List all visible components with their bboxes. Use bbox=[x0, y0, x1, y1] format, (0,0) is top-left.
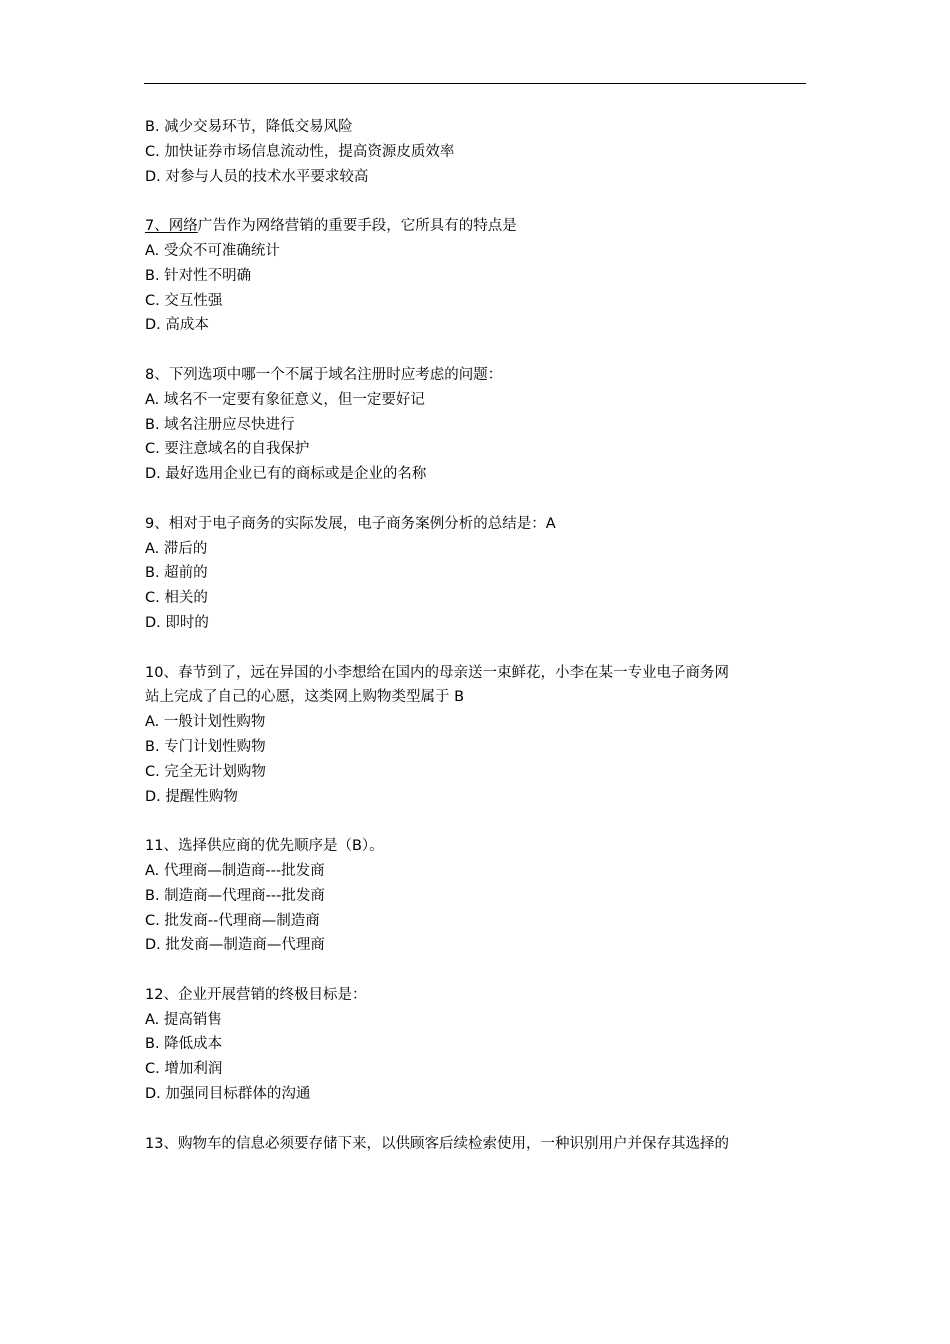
text-line bbox=[145, 313, 810, 338]
text-line bbox=[145, 561, 810, 586]
paragraph-gap bbox=[145, 338, 810, 363]
text-line bbox=[145, 1132, 810, 1157]
line-text: D. 最好选用企业已有的商标或是企业的名称 bbox=[145, 466, 427, 483]
text-line bbox=[145, 537, 810, 562]
line-text: D. 高成本 bbox=[145, 317, 209, 334]
text-line bbox=[145, 859, 810, 884]
line-text: A. 代理商—制造商---批发商 bbox=[145, 862, 325, 879]
underlined-text: 7、网络 bbox=[145, 218, 198, 235]
line-text: B. 超前的 bbox=[145, 565, 208, 582]
line-text: C. 要注意域名的自我保护 bbox=[145, 441, 310, 458]
line-text: A. 受众不可准确统计 bbox=[145, 242, 280, 259]
text-line bbox=[145, 983, 810, 1008]
line-text: C. 加快证券市场信息流动性，提高资源皮质效率 bbox=[145, 143, 455, 160]
line-text: A. 一般计划性购物 bbox=[145, 714, 266, 731]
text-line bbox=[145, 512, 810, 537]
paragraph-gap bbox=[145, 636, 810, 661]
line-text: B. 降低成本 bbox=[145, 1036, 223, 1053]
line-text: C. 相关的 bbox=[145, 590, 208, 607]
paragraph-gap bbox=[145, 189, 810, 214]
text-line bbox=[145, 611, 810, 636]
line-text: B. 域名注册应尽快进行 bbox=[145, 416, 295, 433]
line-text: D. 对参与人员的技术水平要求较高 bbox=[145, 168, 369, 185]
text-line bbox=[145, 1082, 810, 1107]
text-line bbox=[145, 140, 810, 165]
line-text: 11、选择供应商的优先顺序是（B）。 bbox=[145, 838, 384, 855]
text-line bbox=[145, 1032, 810, 1057]
line-text: 12、企业开展营销的终极目标是： bbox=[145, 986, 367, 1003]
line-text: B. 制造商—代理商---批发商 bbox=[145, 887, 325, 904]
text-line bbox=[145, 884, 810, 909]
text-line bbox=[145, 289, 810, 314]
line-text: 9、相对于电子商务的实际发展，电子商务案例分析的总结是：A bbox=[145, 515, 556, 532]
line-text: 站上完成了自己的心愿，这类网上购物类型属于 B bbox=[145, 689, 465, 706]
text-line bbox=[145, 462, 810, 487]
text-line bbox=[145, 933, 810, 958]
line-text: A. 滞后的 bbox=[145, 540, 208, 557]
header-rule bbox=[144, 83, 806, 84]
line-text: D. 即时的 bbox=[145, 614, 209, 631]
line-text: D. 加强同目标群体的沟通 bbox=[145, 1086, 311, 1103]
document-body bbox=[145, 115, 810, 1156]
line-text: D. 批发商—制造商—代理商 bbox=[145, 937, 325, 954]
text-line bbox=[145, 437, 810, 462]
text-line bbox=[145, 413, 810, 438]
line-text: D. 提醒性购物 bbox=[145, 788, 238, 805]
text-line bbox=[145, 214, 810, 239]
text-line bbox=[145, 1057, 810, 1082]
line-text: C. 完全无计划购物 bbox=[145, 763, 266, 780]
text-line bbox=[145, 363, 810, 388]
paragraph-gap bbox=[145, 487, 810, 512]
line-text: 8、下列选项中哪一个不属于域名注册时应考虑的问题： bbox=[145, 366, 503, 383]
text-line bbox=[145, 760, 810, 785]
text-line bbox=[145, 834, 810, 859]
text-line bbox=[145, 685, 810, 710]
paragraph-gap bbox=[145, 809, 810, 834]
line-text: 广告作为网络营销的重要手段，它所具有的特点是 bbox=[197, 218, 517, 235]
text-line bbox=[145, 388, 810, 413]
line-text: 13、购物车的信息必须要存储下来，以供顾客后续检索使用，一种识别用户并保存其选择的 bbox=[145, 1135, 729, 1152]
text-line bbox=[145, 1008, 810, 1033]
text-line bbox=[145, 661, 810, 686]
text-line bbox=[145, 165, 810, 190]
text-line bbox=[145, 239, 810, 264]
text-line bbox=[145, 264, 810, 289]
line-text: 10、春节到了，远在异国的小李想给在国内的母亲送一束鲜花，小李在某一专业电子商务网 bbox=[145, 664, 729, 681]
paragraph-gap bbox=[145, 958, 810, 983]
line-text: C. 批发商--代理商—制造商 bbox=[145, 912, 320, 929]
paragraph-gap bbox=[145, 1107, 810, 1132]
text-line bbox=[145, 785, 810, 810]
text-line bbox=[145, 115, 810, 140]
line-text: B. 减少交易环节，降低交易风险 bbox=[145, 119, 353, 135]
text-line bbox=[145, 735, 810, 760]
text-line bbox=[145, 710, 810, 735]
text-line bbox=[145, 586, 810, 611]
line-text: C. 交互性强 bbox=[145, 292, 223, 309]
text-line bbox=[145, 909, 810, 934]
line-text: A. 提高销售 bbox=[145, 1011, 222, 1028]
line-text: B. 针对性不明确 bbox=[145, 267, 252, 284]
line-text: A. 域名不一定要有象征意义，但一定要好记 bbox=[145, 391, 425, 408]
line-text: B. 专门计划性购物 bbox=[145, 738, 266, 755]
line-text: C. 增加利润 bbox=[145, 1061, 223, 1078]
